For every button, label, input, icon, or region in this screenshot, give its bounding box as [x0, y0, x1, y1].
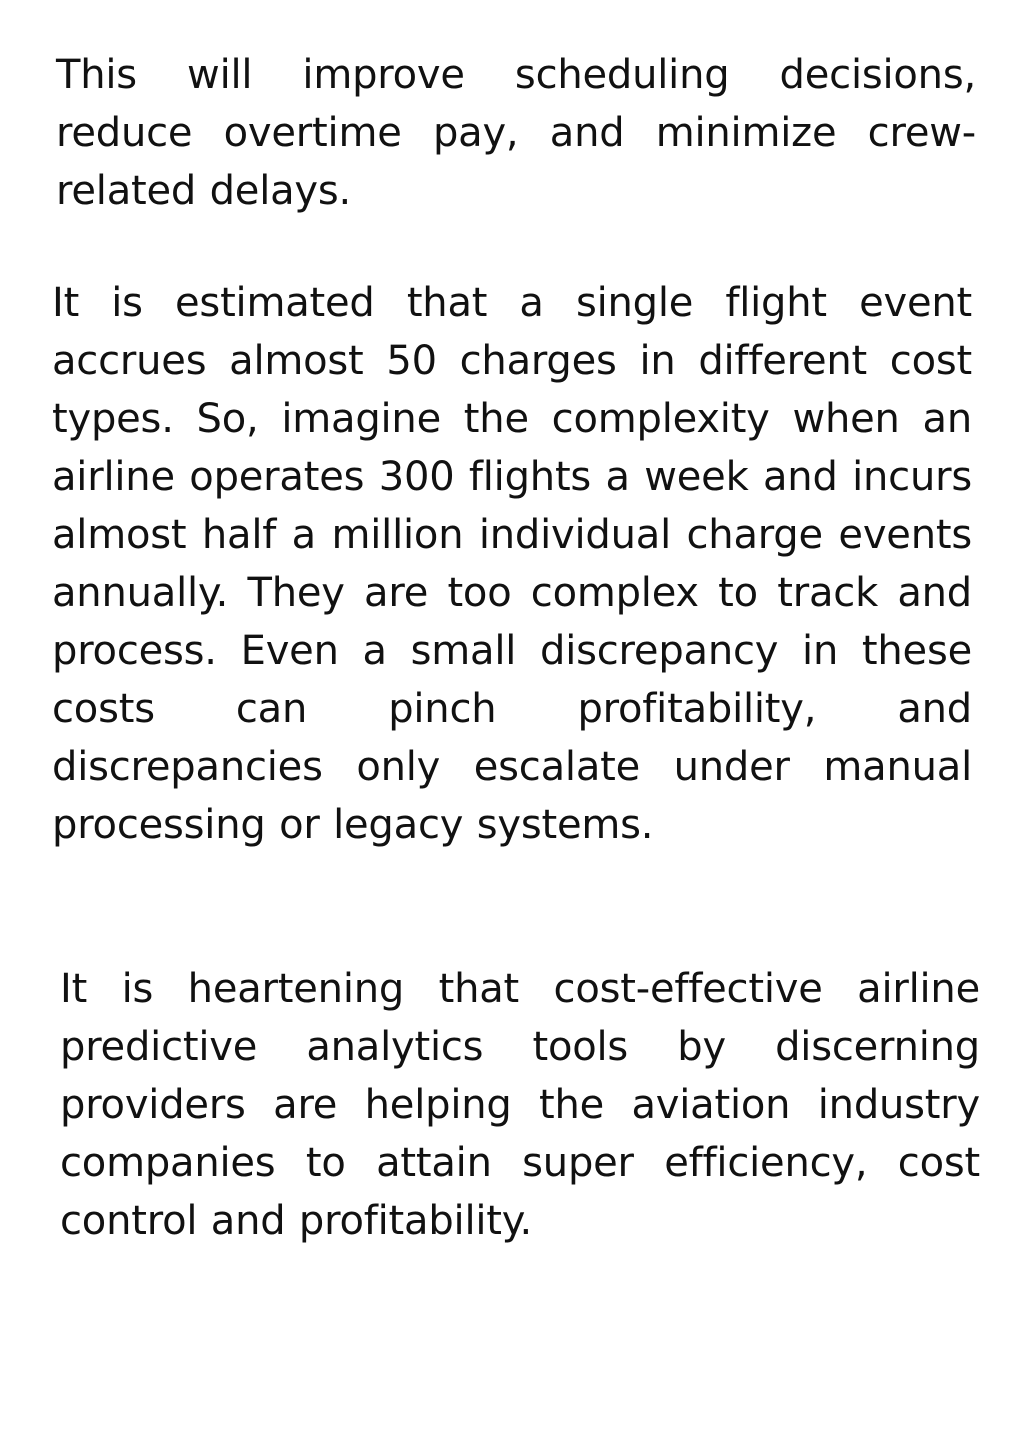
paragraph-scheduling: This will improve scheduling decisions, reduce overtime pay, and minimize crew-related delays. [56, 52, 976, 214]
paragraph-predictive-analytics: It is heartening that cost-effective airline predictive analytics tools by discerning providers are helping the aviation industry companies to attain super efficiency, cost control and profitability. [60, 966, 980, 1244]
paragraph-charge-complexity: It is estimated that a single flight event accrues almost 50 charges in different cost types. So, imagine the complexity when an airline operates 300 flights a week and incurs almost half a million individual charge events annually. They are too complex to track and process. Even a small discrepancy in these costs can pinch profitability, and discrepancies only escalate under manual processing or legacy systems. [52, 280, 972, 848]
